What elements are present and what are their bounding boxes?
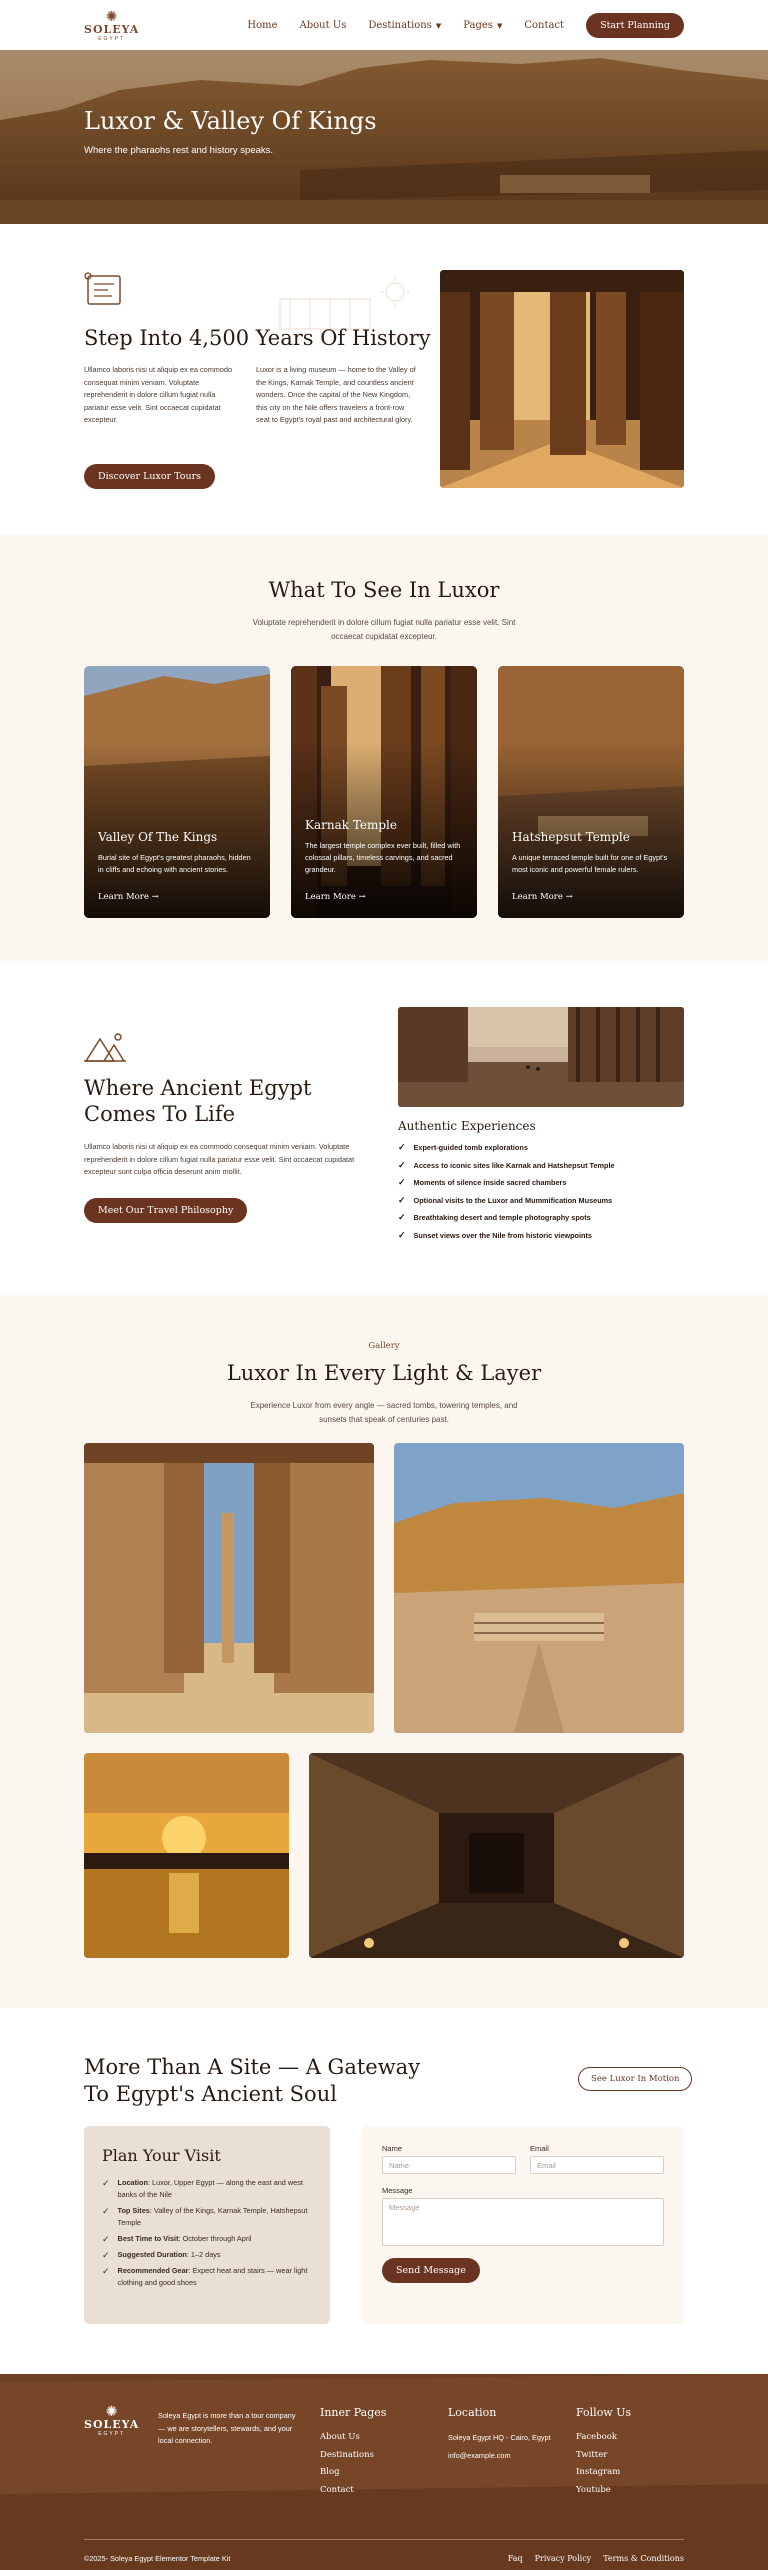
chevron-down-icon: ▼ (435, 21, 442, 30)
youtube-link[interactable]: Youtube (576, 2484, 611, 2495)
logo[interactable]: ✺ SOLEYA EGYPT (84, 7, 140, 42)
card-text: Burial site of Egypt's greatest pharaohs, hidden in cliffs and echoing with ancient stories. (98, 853, 251, 874)
main-nav (247, 13, 684, 38)
email-label: Email (530, 2144, 549, 2153)
nav-pages[interactable]: Pages ▼ (463, 19, 503, 31)
check-icon: ✓ (398, 1142, 406, 1153)
card-title: Hatshepsut Temple (512, 830, 630, 844)
facebook-link[interactable]: Facebook (576, 2432, 618, 2442)
footer-location: Location Soleya Egypt HQ - Cairo, Egypt info@example.com (448, 2406, 551, 2464)
instagram-link[interactable]: Instagram (576, 2467, 621, 2477)
where-description: Ullamco laboris nisi ut aliquip ex ea commodo consequat minim veniam. Voluptate reprehenderit in dolore cillum fugiat nulla pariatur esse velit. Sint occaecat cupidatat excepteur sunt culpa officia deserunt anim mollit. (84, 1142, 355, 1176)
card-hatshepsut-temple[interactable] (498, 666, 684, 918)
check-icon: ✓ (102, 2250, 110, 2260)
site-header (0, 0, 768, 50)
footer-link[interactable]: Blog (320, 2467, 340, 2477)
start-planning-button[interactable]: Start Planning (586, 13, 684, 38)
gallery-image-hatshepsut[interactable] (394, 1443, 684, 1733)
name-label: Name (382, 2144, 403, 2153)
history-text-left: Ullamco laboris nisi ut aliquip ex ea commodo consequat minim veniam. Voluptate reprehenderit in dolore cillum fugiat nulla pariatur esse velit. Sint occaecat cupidatat excepteur. (84, 365, 233, 424)
gallery-subtitle-line2: sunsets that speak of centuries past. (319, 1415, 449, 1424)
card-karnak-temple[interactable] (291, 666, 477, 918)
plan-title: More Than A Site — A Gateway To Egypt's Ancient Soul (84, 2055, 421, 2106)
gallery-tag: Gallery (368, 1341, 400, 1351)
footer-link[interactable]: About Us (320, 2432, 360, 2442)
travel-philosophy-button[interactable]: Meet Our Travel Philosophy (84, 1198, 247, 1223)
where-title: Where Ancient Egypt Comes To Life (84, 1076, 312, 1126)
footer-bottom-bar (84, 2539, 684, 2563)
list-item: ✓ Access to iconic sites like Karnak and Hatshepsut Temple (398, 1159, 615, 1170)
plan-item: ✓ Top Sites: Valley of the Kings, Karnak Temple, Hatshepsut Temple (102, 2206, 308, 2227)
list-item: ✓ Breathtaking desert and temple photography spots (398, 1212, 591, 1223)
message-label: Message (382, 2186, 413, 2195)
contact-form (362, 2126, 684, 2324)
hero-subtitle: Where the pharaohs rest and history speaks. (84, 145, 274, 156)
sun-logo-icon: ✺ (105, 2403, 118, 2419)
history-text-right: Luxor is a living museum — home to the Valley of the Kings, Karnak Temple, and countless ancient wonders. Once the capital of the New Kingdom, this city on the Nile offers travelers a front-row seat to Egypt's royal past and architectural glory. (256, 365, 416, 424)
check-icon: ✓ (102, 2178, 110, 2188)
history-section (0, 224, 768, 534)
card-valley-of-kings[interactable] (84, 666, 270, 918)
learn-more-link[interactable]: Learn More → (98, 892, 159, 902)
gallery-image-karnak-obelisk[interactable] (84, 1443, 374, 1733)
check-icon: ✓ (102, 2266, 110, 2276)
check-icon: ✓ (398, 1194, 406, 1205)
footer-follow: Follow Us Facebook Twitter Instagram Youtube (576, 2406, 631, 2499)
pyramids-icon (84, 1031, 126, 1063)
see-subtitle-line2: occaecat cupidatat excepteur. (331, 632, 437, 641)
list-item: ✓ Optional visits to the Luxor and Mummification Museums (398, 1194, 613, 1205)
experiences-list (398, 1139, 615, 1244)
footer-email-link[interactable]: info@example.com (448, 2450, 511, 2460)
hero-banner (0, 50, 768, 224)
twitter-link[interactable]: Twitter (576, 2449, 608, 2460)
where-section (0, 961, 768, 1295)
nav-about[interactable]: About Us (299, 19, 347, 31)
card-title: Valley Of The Kings (98, 830, 218, 844)
message-field[interactable]: Message (382, 2198, 664, 2246)
gallery-subtitle-line1: Experience Luxor from every angle — sacred tombs, towering temples, and (250, 1401, 518, 1410)
list-item: ✓ Expert-guided tomb explorations (398, 1142, 528, 1153)
see-luxor-in-motion-button[interactable]: See Luxor In Motion (578, 2067, 692, 2091)
papyrus-scroll-icon (84, 272, 124, 308)
plan-visit-box (84, 2126, 330, 2324)
chevron-down-icon: ▼ (496, 21, 503, 30)
see-subtitle-line1: Voluptate reprehenderit in dolore cillum fugiat nulla pariatur esse velit. Sint (252, 618, 516, 627)
check-icon: ✓ (398, 1159, 406, 1170)
card-title: Karnak Temple (305, 818, 397, 832)
karnak-columns-photo (440, 270, 684, 488)
list-item: ✓ Sunset views over the Nile from historic viewpoints (398, 1229, 592, 1240)
plan-item: ✓ Recommended Gear: Expect heat and stairs — wear light clothing and good shoes (102, 2266, 308, 2287)
history-title: Step Into 4,500 Years Of History (84, 326, 431, 350)
what-to-see-section (0, 534, 768, 961)
learn-more-link[interactable]: Learn More → (305, 892, 366, 902)
plan-section (0, 2008, 768, 2374)
plan-item: ✓ Best Time to Visit: October through April (102, 2234, 252, 2244)
gallery-image-tomb-corridor[interactable] (309, 1753, 684, 1958)
temple-outline-icon (270, 274, 420, 334)
footer-logo[interactable]: ✺ SOLEYA EGYPT (84, 2403, 140, 2437)
experiences-title: Authentic Experiences (398, 1119, 536, 1133)
discover-luxor-tours-button[interactable]: Discover Luxor Tours (84, 464, 215, 489)
site-footer (0, 2374, 768, 2570)
email-field[interactable]: Email (530, 2156, 664, 2174)
nav-home[interactable]: Home (247, 19, 278, 31)
plan-item: ✓ Location: Luxor, Upper Egypt — along the east and west banks of the Nile (102, 2178, 303, 2199)
check-icon: ✓ (102, 2206, 110, 2216)
see-title: What To See In Luxor (268, 578, 500, 602)
plan-item: ✓ Suggested Duration: 1–2 days (102, 2250, 221, 2260)
copyright: ©2025- Soleya Egypt Elementor Template Kit (84, 2554, 231, 2563)
footer-link[interactable]: Destinations (320, 2449, 374, 2460)
send-message-button[interactable]: Send Message (382, 2258, 480, 2283)
check-icon: ✓ (398, 1212, 406, 1223)
gallery-image-nile-sunset[interactable] (84, 1753, 289, 1958)
hero-title: Luxor & Valley Of Kings (84, 107, 377, 135)
faq-link[interactable]: Faq (507, 2554, 523, 2563)
footer-about: Soleya Egypt is more than a tour company — we are storytellers, stewards, and your local connection. (158, 2411, 296, 2445)
list-item: ✓ Moments of silence inside sacred chambers (398, 1177, 567, 1188)
check-icon: ✓ (398, 1177, 406, 1188)
check-icon: ✓ (398, 1229, 406, 1240)
gallery-section (0, 1295, 768, 2008)
terms-link[interactable]: Terms & Conditions (603, 2554, 684, 2563)
learn-more-link[interactable]: Learn More → (512, 892, 573, 902)
sun-logo-icon: ✺ (105, 7, 118, 24)
gallery-title: Luxor In Every Light & Layer (226, 1361, 542, 1385)
plan-box-title: Plan Your Visit (102, 2146, 221, 2165)
card-text: The largest temple complex ever built, filled with colossal pillars, timeless carvings, and sacred grandeur. (305, 841, 461, 874)
card-text: A unique terraced temple built for one of Egypt's most iconic and powerful female rulers. (512, 853, 668, 874)
name-field[interactable]: Name (382, 2156, 516, 2174)
temple-avenue-photo (398, 1007, 684, 1107)
footer-inner-pages: Inner Pages About Us Destinations Blog Contact (320, 2406, 386, 2499)
check-icon: ✓ (102, 2234, 110, 2244)
footer-link[interactable]: Contact (320, 2484, 354, 2495)
privacy-policy-link[interactable]: Privacy Policy (534, 2554, 592, 2563)
nav-contact[interactable]: Contact (524, 19, 565, 31)
nav-destinations[interactable]: Destinations ▼ (368, 19, 442, 31)
